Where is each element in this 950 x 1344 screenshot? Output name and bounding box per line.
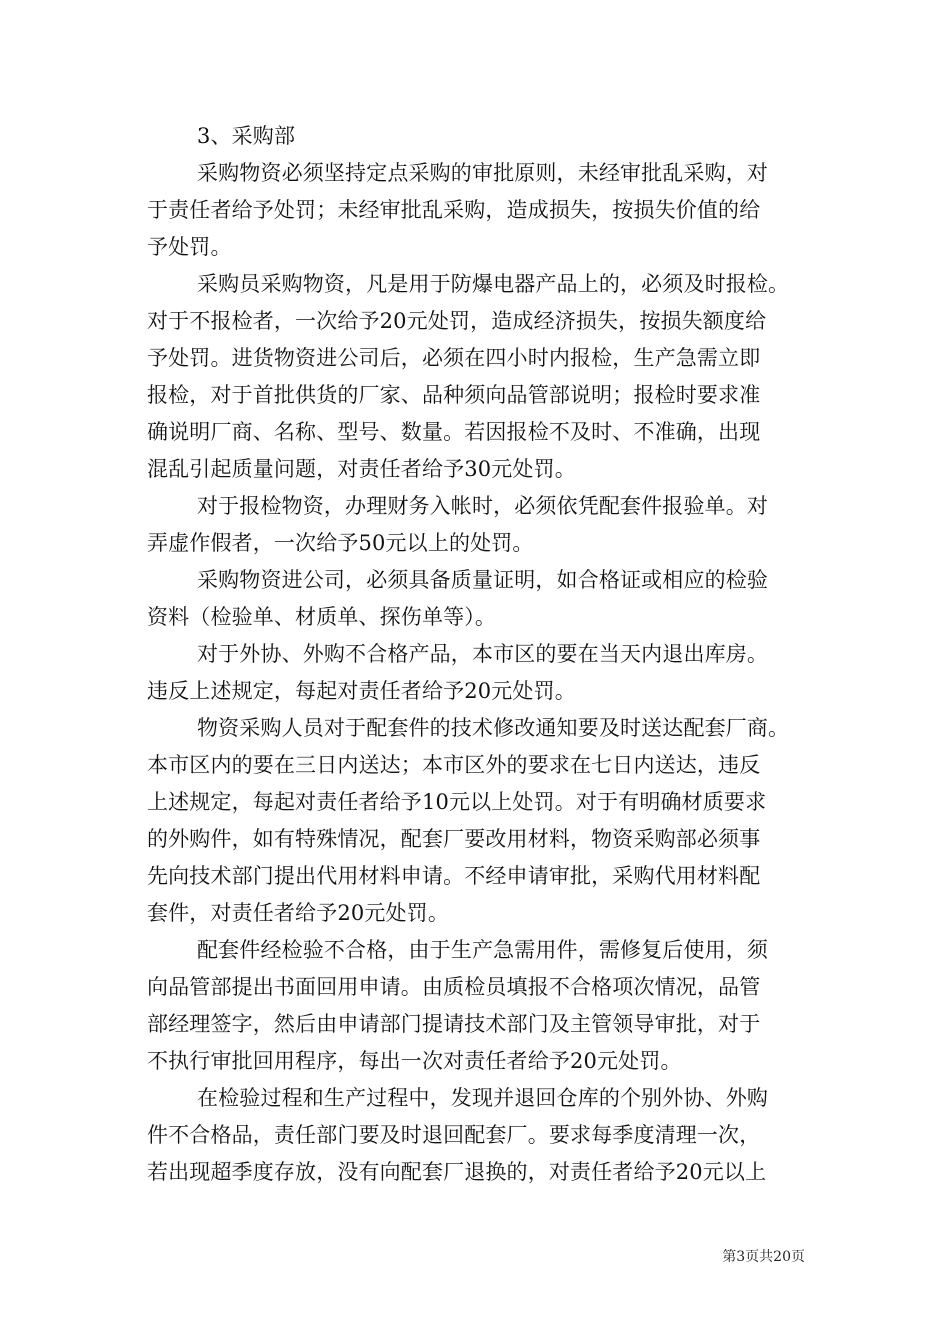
text-line: 确说明厂商、名称、型号、数量。若因报检不及时、不准确，出现 — [147, 420, 761, 444]
text-line: 混乱引起质量问题，对责任者给予30元处罚。 — [147, 457, 576, 481]
text-line: 于责任者给予处罚；未经审批乱采购，造成损失，按损失价值的给 — [147, 198, 761, 222]
text-line: 对于不报检者，一次给予20元处罚，造成经济损失，按损失额度给 — [147, 309, 767, 333]
section-heading: 3、采购部 — [197, 124, 296, 148]
text-line: 上述规定，每起对责任者给予10元以上处罚。对于有明确材质要求 — [147, 790, 767, 814]
paragraph — [147, 562, 815, 636]
text-line: 对于报检物资，办理财务入帐时，必须依凭配套件报验单。对 — [197, 494, 769, 518]
text-line: 对于外协、外购不合格产品，本市区的要在当天内退出库房。 — [197, 642, 769, 666]
paragraph — [147, 488, 815, 562]
text-line: 本市区内的要在三日内送达；本市区外的要求在七日内送达，违反 — [147, 753, 761, 777]
page-number: 第3页共20页 — [722, 1249, 805, 1265]
document-body — [147, 118, 815, 1191]
paragraph — [147, 266, 815, 488]
text-line: 向品管部提出书面回用申请。由质检员填报不合格项次情况，品管 — [147, 975, 761, 999]
paragraph — [147, 1080, 815, 1191]
text-line: 采购员采购物资，凡是用于防爆电器产品上的，必须及时报检。 — [197, 272, 790, 296]
text-line: 不执行审批回用程序，每出一次对责任者给予20元处罚。 — [147, 1049, 682, 1073]
text-line: 报检，对于首批供货的厂家、品种须向品管部说明；报检时要求准 — [147, 383, 761, 407]
text-line: 物资采购人员对于配套件的技术修改通知要及时送达配套厂商。 — [197, 716, 790, 740]
text-line: 套件，对责任者给予20元处罚。 — [147, 901, 449, 925]
text-line: 件不合格品，责任部门要及时退回配套厂。要求每季度清理一次， — [147, 1123, 761, 1147]
paragraph — [147, 710, 815, 932]
text-line: 在检验过程和生产过程中，发现并退回仓库的个别外协、外购 — [197, 1086, 769, 1110]
paragraph — [147, 932, 815, 1080]
text-line: 若出现超季度存放，没有向配套厂退换的，对责任者给予20元以上 — [147, 1160, 767, 1184]
text-line: 的外购件，如有特殊情况，配套厂要改用材料，物资采购部必须事 — [147, 827, 761, 851]
text-line: 弄虚作假者，一次给予50元以上的处罚。 — [147, 531, 534, 555]
text-line: 予处罚。进货物资进公司后，必须在四小时内报检，生产急需立即 — [147, 346, 761, 370]
text-line: 先向技术部门提出代用材料申请。不经申请审批，采购代用材料配 — [147, 864, 761, 888]
paragraph — [147, 636, 815, 710]
paragraph — [147, 155, 815, 266]
text-line: 资料（检验单、材质单、探伤单等）。 — [147, 605, 497, 629]
text-line: 配套件经检验不合格，由于生产急需用件，需修复后使用，须 — [197, 938, 769, 962]
text-line: 采购物资必须坚持定点采购的审批原则，未经审批乱采购，对 — [197, 161, 769, 185]
text-line: 采购物资进公司，必须具备质量证明，如合格证或相应的检验 — [197, 568, 769, 592]
paragraph-list — [147, 155, 815, 1191]
text-line: 违反上述规定，每起对责任者给予20元处罚。 — [147, 679, 576, 703]
text-line: 部经理签字，然后由申请部门提请技术部门及主管领导审批，对于 — [147, 1012, 761, 1036]
text-line: 予处罚。 — [147, 235, 232, 259]
